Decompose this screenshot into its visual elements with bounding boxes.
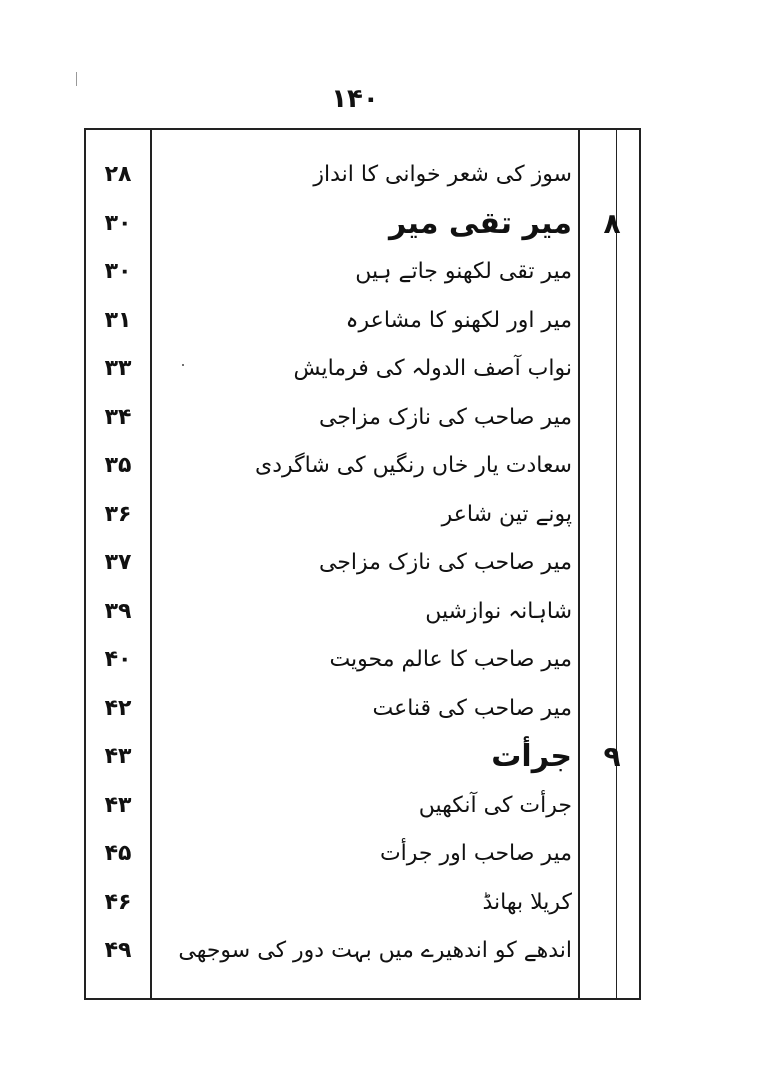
toc-page-number: ۳۶ bbox=[104, 501, 132, 527]
toc-entry-title: جرأت کی آنکھیں bbox=[418, 792, 572, 818]
toc-entry-title: میر تقی لکھنو جاتے ہیں bbox=[355, 259, 572, 284]
toc-chapter-number bbox=[582, 152, 642, 198]
toc-row bbox=[86, 249, 643, 295]
toc-page-number: ۳۴ bbox=[104, 404, 132, 430]
toc-entry-title: نواب آصف الدولہ کی فرمایش bbox=[293, 356, 572, 381]
toc-page-number: ۴۳ bbox=[104, 792, 132, 818]
toc-entry-title: سوز کی شعر خوانی کا انداز bbox=[313, 162, 572, 187]
toc-entry-title: شاہانہ نوازشیں bbox=[425, 598, 572, 624]
toc-page-number: ۴۰ bbox=[104, 647, 132, 672]
toc-entry-title: میر اور لکھنو کا مشاعرہ bbox=[345, 307, 572, 333]
toc-chapter-heading: جرأت bbox=[491, 739, 572, 774]
toc-chapter-number bbox=[582, 783, 642, 829]
table-of-contents bbox=[84, 128, 641, 1000]
toc-chapter-number bbox=[582, 928, 642, 974]
toc-entry-title: میر صاحب کا عالم محویت bbox=[329, 647, 572, 672]
toc-chapter-number bbox=[582, 346, 642, 392]
toc-page-number: ۴۲ bbox=[104, 695, 132, 721]
toc-entry-title: اندھے کو اندھیرے میں بہت دور کی سوجھی bbox=[178, 938, 572, 963]
toc-page-number: ۴۹ bbox=[104, 938, 132, 963]
toc-entry-title: میر صاحب کی نازک مزاجی bbox=[318, 404, 572, 430]
toc-entry-title: پونے تین شاعر bbox=[441, 501, 572, 527]
toc-chapter-number: ۸ bbox=[603, 206, 621, 240]
toc-row bbox=[86, 637, 643, 683]
toc-chapter-number bbox=[582, 686, 642, 732]
toc-chapter-number bbox=[582, 298, 642, 344]
toc-page-number: ۴۵ bbox=[104, 841, 132, 866]
toc-chapter-number bbox=[582, 540, 642, 586]
toc-chapter-number bbox=[582, 880, 642, 926]
toc-page-number: ۳۷ bbox=[104, 550, 132, 575]
toc-chapter-number bbox=[582, 492, 642, 538]
toc-row bbox=[86, 734, 643, 780]
toc-chapter-heading: میر تقی میر bbox=[388, 205, 572, 241]
toc-row bbox=[86, 589, 643, 635]
toc-row bbox=[86, 831, 643, 877]
toc-chapter-number bbox=[582, 831, 642, 877]
toc-row bbox=[86, 492, 643, 538]
toc-chapter-number bbox=[582, 395, 642, 441]
toc-row bbox=[86, 298, 643, 344]
toc-page-number: ۳۳ bbox=[104, 356, 132, 381]
toc-row bbox=[86, 783, 643, 829]
toc-row bbox=[86, 395, 643, 441]
toc-chapter-number bbox=[582, 443, 642, 489]
toc-page-number: ۳۹ bbox=[104, 598, 132, 624]
toc-chapter-number bbox=[582, 249, 642, 295]
toc-chapter-number bbox=[582, 589, 642, 635]
toc-row bbox=[86, 346, 643, 392]
toc-row bbox=[86, 880, 643, 926]
toc-entry-title: میر صاحب کی نازک مزاجی bbox=[318, 550, 572, 575]
toc-page-number: ۳۰ bbox=[104, 210, 132, 236]
toc-row bbox=[86, 686, 643, 732]
margin-mark bbox=[76, 72, 77, 86]
toc-entry-title: میر صاحب اور جرأت bbox=[379, 841, 572, 866]
toc-page-number: ۴۶ bbox=[104, 889, 132, 915]
toc-entry-title: سعادت یار خاں رنگیں کی شاگردی bbox=[255, 453, 572, 478]
toc-row bbox=[86, 540, 643, 586]
toc-page-number: ۳۱ bbox=[104, 307, 132, 333]
toc-row bbox=[86, 152, 643, 198]
toc-chapter-number bbox=[582, 637, 642, 683]
toc-chapter-number: ۹ bbox=[603, 740, 621, 773]
toc-row bbox=[86, 928, 643, 974]
page-number: ۱۴۰ bbox=[331, 84, 379, 114]
toc-page-number: ۳۰ bbox=[104, 259, 132, 284]
toc-entry-title: کریلا بھانڈ bbox=[482, 889, 572, 915]
toc-page-number: ۴۳ bbox=[104, 744, 132, 769]
toc-entry-title: میر صاحب کی قناعت bbox=[372, 695, 572, 721]
toc-page-number: ۳۵ bbox=[104, 453, 132, 478]
toc-row bbox=[86, 443, 643, 489]
toc-row bbox=[86, 201, 643, 247]
toc-page-number: ۲۸ bbox=[104, 162, 132, 187]
